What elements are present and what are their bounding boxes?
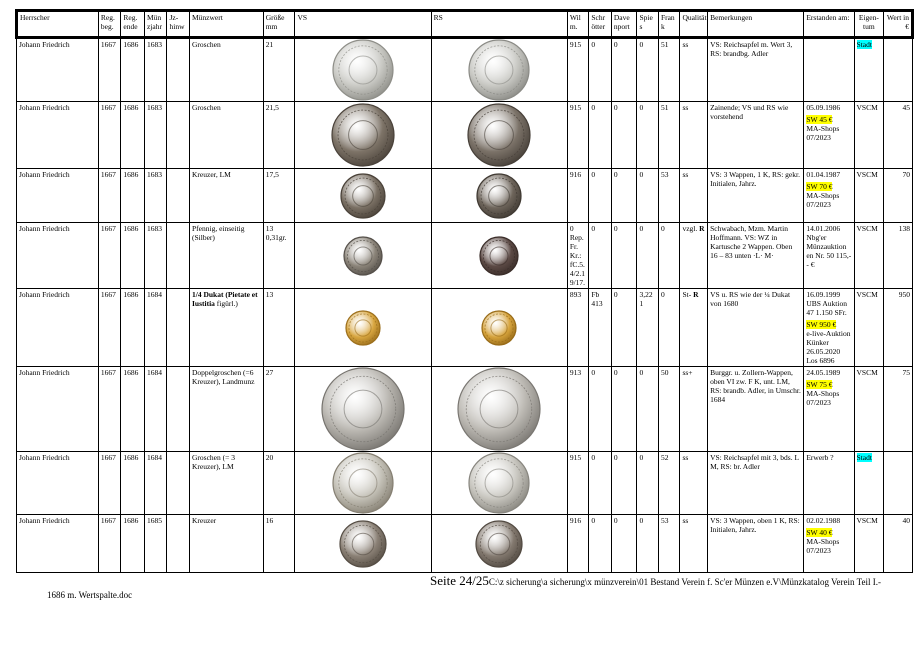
coin-obverse-image-5 [321,367,405,451]
coin-reverse-image-0 [468,39,530,101]
erstanden-date: 14.01.2006 [806,224,841,233]
col-header-grosse: Größe mm [263,11,295,38]
cell-eigentum: VSCM [854,367,884,452]
table-header-row [17,11,913,38]
col-header-wert: Wert in € [884,11,913,38]
cell-bemerkungen: VS: 3 Wappen, oben 1 K, RS: Initialen, Jahrz. [708,515,804,573]
cell-spies: 0 [637,102,659,169]
cell-grosse: 13 0,31gr. [263,223,295,289]
cell-grosse: 27 [263,367,295,452]
cell-reg-ende: 1686 [121,367,145,452]
cell-vs-image [295,515,431,573]
cell-vs-image [295,102,431,169]
cell-jzhinw [167,289,190,367]
cell-rs-image [431,452,567,515]
cell-reg-beg: 1667 [98,38,121,102]
cell-spies: 0 [637,223,659,289]
cell-bemerkungen: Schwabach, Mzm. Martin Hoffmann. VS: WZ in Kartusche 2 Wappen. Oben 16 – 83 unten ·L· M· [708,223,804,289]
col-header-eigentum: Eigen-tum [854,11,884,38]
cell-wert: 950 [884,289,913,367]
cell-wilm: 916 [567,169,589,223]
cell-schrotter: 0 [589,169,612,223]
cell-davenport: 0 [611,102,637,169]
cell-grosse: 21 [263,38,295,102]
file-path: C:\z sicherung\a sicherung\x münzverein\01 Bestand Verein f. Sc'er Münzen e.V\Münzkatalog Verein Teil I.- [488,577,881,587]
cell-vs-image [295,38,431,102]
coin-obverse-image-4 [345,310,381,346]
cell-reg-beg: 1667 [98,169,121,223]
erstanden-note: MA-Shops 07/2023 [806,191,840,209]
cell-wilm: 915 [567,102,589,169]
coin-obverse-image-2 [340,173,386,219]
cell-vs-image [295,289,431,367]
cell-jzhinw [167,102,190,169]
cell-frank: 53 [658,515,680,573]
cell-grosse: 21,5 [263,102,295,169]
cell-frank: 52 [658,452,680,515]
cell-rs-image [431,102,567,169]
cell-davenport: 0 [611,452,637,515]
erstanden-date: 02.02.1988 [806,516,841,525]
cell-herrscher: Johann Friedrich [17,102,99,169]
col-header-munzjahr: Mün zjahr [144,11,167,38]
cell-munzwert: Doppelgroschen (=6 Kreuzer), Landmunz [190,367,264,452]
coin-reverse-image-2 [476,173,522,219]
sw-value-badge: SW 45 € [806,115,833,124]
cell-herrscher: Johann Friedrich [17,38,99,102]
cell-erstanden [804,38,854,102]
erstanden-note: MA-Shops 07/2023 [806,124,840,142]
cell-wert [884,452,913,515]
cell-jzhinw [167,515,190,573]
page-number: Seite 24/25 [430,573,489,588]
coin-obverse-image-3 [343,236,383,276]
coin-obverse-image-6 [332,452,394,514]
sw-value-badge: SW 75 € [806,380,833,389]
sw-value-badge: SW 950 € [806,320,837,329]
cell-munzwert: Pfennig, einseitig (Silber) [190,223,264,289]
coin-reverse-image-7 [475,520,523,568]
erstanden-note: e-live-Auktion Künker 26.05.2020 Los 6896 [806,329,851,365]
cell-reg-ende: 1686 [121,38,145,102]
cell-qualitat: ss [680,169,708,223]
cell-reg-beg: 1667 [98,289,121,367]
cell-herrscher: Johann Friedrich [17,515,99,573]
cell-wert: 75 [884,367,913,452]
cell-schrotter: 0 [589,38,612,102]
cell-bemerkungen: VS: Reichsapfel mit 3, bds. L M, RS: br. Adler [708,452,804,515]
cell-munzjahr: 1685 [144,515,167,573]
col-header-wilm: Wil m. [567,11,589,38]
col-header-schrotter: Schr ötter [589,11,612,38]
col-header-erstanden: Erstanden am: [804,11,854,38]
cell-frank: 50 [658,367,680,452]
table-row [17,289,913,367]
table-row [17,452,913,515]
cell-munzjahr: 1684 [144,289,167,367]
cell-spies: 0 [637,169,659,223]
cell-qualitat: ss [680,515,708,573]
owner-badge: Stadt [856,40,872,49]
cell-bemerkungen: Burggr. u. Zollern-Wappen, oben VI zw. F K, unt. LM, RS: brandb. Adler, in Umschr. 1684 [708,367,804,452]
cell-davenport: 0 [611,367,637,452]
cell-jzhinw [167,38,190,102]
cell-herrscher: Johann Friedrich [17,452,99,515]
cell-frank: 51 [658,38,680,102]
cell-herrscher: Johann Friedrich [17,169,99,223]
cell-spies: 3,22 1 [637,289,659,367]
cell-herrscher: Johann Friedrich [17,289,99,367]
cell-wilm: 915 [567,38,589,102]
cell-spies: 0 [637,515,659,573]
col-header-jzhinw: Jz-hinw [167,11,190,38]
cell-spies: 0 [637,367,659,452]
cell-vs-image [295,367,431,452]
cell-jzhinw [167,367,190,452]
cell-reg-ende: 1686 [121,223,145,289]
cell-vs-image [295,223,431,289]
coin-reverse-image-3 [479,236,519,276]
cell-bemerkungen: VS: 3 Wappen, 1 K, RS: gekr. Initialen, Jahrz. [708,169,804,223]
cell-munzjahr: 1683 [144,38,167,102]
coin-reverse-image-5 [457,367,541,451]
cell-erstanden [804,289,854,367]
cell-spies: 0 [637,38,659,102]
page-footer [430,573,881,589]
sw-value-badge: SW 70 € [806,182,833,191]
cell-frank: 51 [658,102,680,169]
erstanden-date: 16.09.1999 [806,290,841,299]
cell-erstanden [804,515,854,573]
file-path-continuation: 1686 m. Wertspalte.doc [47,590,133,600]
erstanden-note: MA-Shops 07/2023 [806,389,840,407]
cell-munzwert: Kreuzer, LM [190,169,264,223]
cell-spies: 0 [637,452,659,515]
munzwert-rest: figürl.) [214,299,238,308]
cell-bemerkungen: VS: Reichsapfel m. Wert 3, RS: brandbg. Adler [708,38,804,102]
cell-wilm: 913 [567,367,589,452]
coin-reverse-image-6 [468,452,530,514]
cell-jzhinw [167,223,190,289]
table-row [17,102,913,169]
cell-jzhinw [167,452,190,515]
cell-vs-image [295,169,431,223]
cell-rs-image [431,38,567,102]
cell-frank: 53 [658,169,680,223]
cell-munzjahr: 1683 [144,223,167,289]
table-row [17,169,913,223]
cell-erstanden [804,367,854,452]
cell-reg-beg: 1667 [98,452,121,515]
cell-grosse: 17,5 [263,169,295,223]
cell-eigentum: VSCM [854,102,884,169]
coin-obverse-image-0 [332,39,394,101]
cell-schrotter: 0 [589,515,612,573]
cell-schrotter: 0 [589,102,612,169]
col-header-bemerkungen: Bemerkungen [708,11,804,38]
coin-obverse-image-1 [331,103,395,167]
cell-munzwert: Groschen (= 3 Kreuzer), LM [190,452,264,515]
sw-value-badge: SW 40 € [806,528,833,537]
col-header-davenport: Dave nport [611,11,637,38]
cell-eigentum: VSCM [854,289,884,367]
rarity-mark: R [693,290,699,299]
cell-frank: 0 [658,223,680,289]
cell-wilm: 893 [567,289,589,367]
cell-reg-ende: 1686 [121,515,145,573]
cell-reg-ende: 1686 [121,452,145,515]
cell-qualitat: ss [680,102,708,169]
cell-grosse: 20 [263,452,295,515]
cell-reg-beg: 1667 [98,223,121,289]
cell-herrscher: Johann Friedrich [17,223,99,289]
cell-vs-image [295,452,431,515]
coin-reverse-image-4 [481,310,517,346]
cell-bemerkungen: Zainende; VS und RS wie vorstehend [708,102,804,169]
cell-schrotter: 0 [589,452,612,515]
cell-bemerkungen: VS u. RS wie der ¼ Dukat von 1680 [708,289,804,367]
col-header-vs: VS [295,11,431,38]
cell-reg-beg: 1667 [98,102,121,169]
col-header-munzwert: Münzwert [190,11,264,38]
erstanden-note: MA-Shops 07/2023 [806,537,840,555]
cell-grosse: 13 [263,289,295,367]
cell-eigentum: VSCM [854,515,884,573]
coin-obverse-image-7 [339,520,387,568]
table-row [17,515,913,573]
cell-herrscher: Johann Friedrich [17,367,99,452]
erstanden-date: 01.04.1987 [806,170,841,179]
cell-reg-ende: 1686 [121,169,145,223]
erstanden-date: Erwerb ? [806,453,834,462]
col-header-rs: RS [431,11,567,38]
cell-eigentum [854,452,884,515]
owner-badge: Stadt [856,453,872,462]
cell-erstanden [804,169,854,223]
table-row [17,223,913,289]
table-row [17,38,913,102]
cell-wilm: 916 [567,515,589,573]
cell-erstanden [804,102,854,169]
cell-rs-image [431,223,567,289]
col-header-reg-beg: Reg. beg. [98,11,121,38]
col-header-qualitat: Qualität [680,11,708,38]
coin-reverse-image-1 [467,103,531,167]
col-header-herrscher: Herrscher [17,11,99,38]
cell-reg-ende: 1686 [121,289,145,367]
cell-qualitat: ss [680,38,708,102]
cell-davenport: 0 [611,169,637,223]
cell-eigentum: VSCM [854,223,884,289]
cell-reg-ende: 1686 [121,102,145,169]
erstanden-date: 05.09.1986 [806,103,841,112]
cell-rs-image [431,515,567,573]
cell-wert: 138 [884,223,913,289]
cell-eigentum: VSCM [854,169,884,223]
cell-munzjahr: 1684 [144,367,167,452]
col-header-frank: Fran k [658,11,680,38]
coin-catalog-table [15,9,914,573]
cell-munzwert [190,289,264,367]
cell-grosse: 16 [263,515,295,573]
cell-munzwert: Groschen [190,38,264,102]
cell-schrotter: 0 [589,367,612,452]
cell-rs-image [431,367,567,452]
cell-qualitat: ss [680,452,708,515]
munzwert-bold: 1/4 Dukat (Pietate et Iustitia [192,290,258,308]
cell-wilm: 915 [567,452,589,515]
cell-davenport: 0 [611,289,637,367]
cell-qualitat: ss+ [680,367,708,452]
cell-davenport: 0 [611,223,637,289]
rarity-mark: R [699,224,705,233]
cell-munzwert: Groschen [190,102,264,169]
cell-munzjahr: 1683 [144,102,167,169]
cell-qualitat: vzgl. R [680,223,708,289]
cell-erstanden [804,223,854,289]
cell-wert: 70 [884,169,913,223]
cell-davenport: 0 [611,38,637,102]
erstanden-note: Nbg'er Münzauktion en Nr. 50 115,-- € [806,233,852,269]
table-row [17,367,913,452]
erstanden-extra: UBS Auktion 47 1.150 SFr. [806,299,847,317]
cell-wert: 45 [884,102,913,169]
cell-munzjahr: 1684 [144,452,167,515]
cell-schrotter: Fb 413 [589,289,612,367]
cell-munzwert: Kreuzer [190,515,264,573]
col-header-reg-ende: Reg. ende [121,11,145,38]
cell-rs-image [431,169,567,223]
cell-qualitat: St- R [680,289,708,367]
erstanden-date: 24.05.1989 [806,368,841,377]
cell-frank: 0 [658,289,680,367]
cell-reg-beg: 1667 [98,367,121,452]
cell-wert [884,38,913,102]
cell-wilm: 0 Rep. Fr. Kr.: fC.5. 4/2.1 9/17. [567,223,589,289]
cell-wert: 40 [884,515,913,573]
cell-reg-beg: 1667 [98,515,121,573]
cell-jzhinw [167,169,190,223]
cell-eigentum [854,38,884,102]
cell-rs-image [431,289,567,367]
cell-erstanden [804,452,854,515]
cell-schrotter: 0 [589,223,612,289]
col-header-spies: Spie s [637,11,659,38]
cell-munzjahr: 1683 [144,169,167,223]
cell-davenport: 0 [611,515,637,573]
